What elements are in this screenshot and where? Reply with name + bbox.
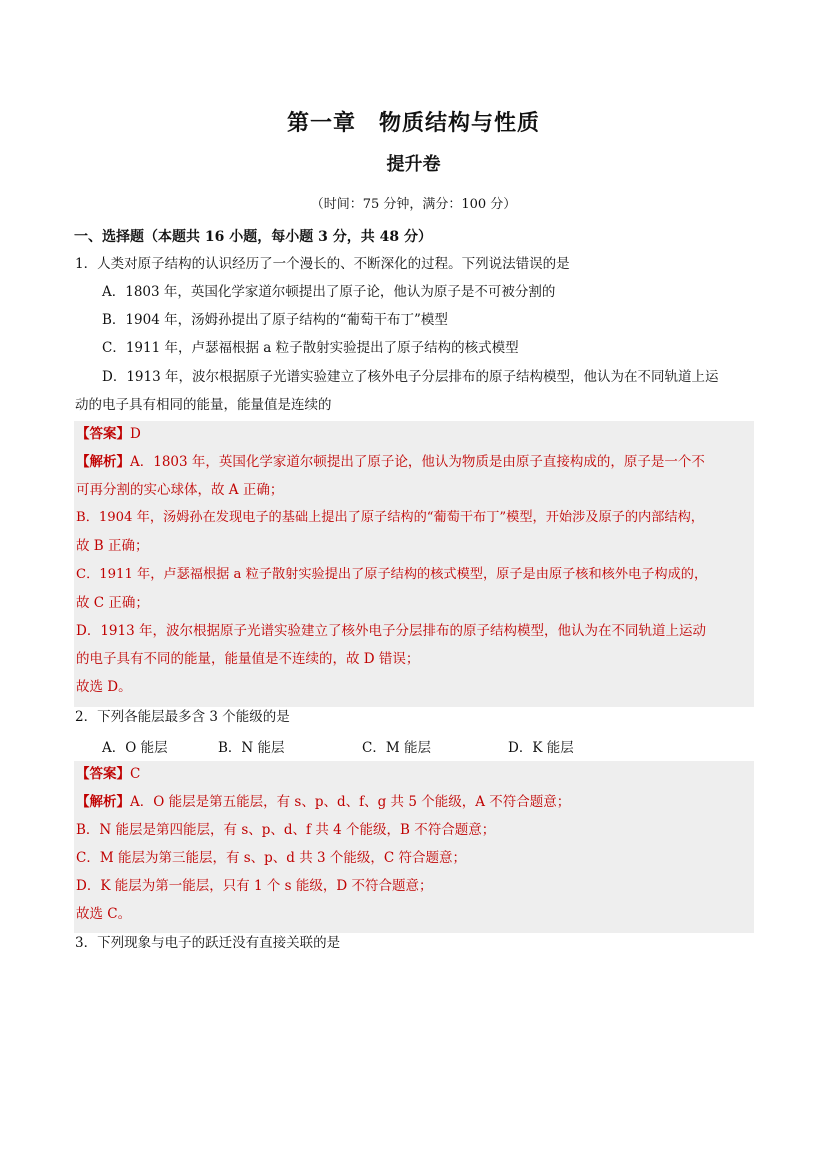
paper-subtitle: 提升卷 bbox=[386, 154, 441, 175]
question-2-conclusion: 故选 C。 bbox=[76, 906, 132, 922]
question-1-conclusion: 故选 D。 bbox=[76, 679, 132, 695]
question-1-analysis-d: D．1913 年，波尔根据原子光谱实验建立了核外电子分层排布的原子结构模型，他认为在不同轨道上运动 bbox=[76, 623, 706, 639]
analysis-label: 【解析】 bbox=[76, 794, 130, 810]
answer-value: C bbox=[130, 766, 141, 782]
question-2-option-d: D．K 能层 bbox=[508, 740, 574, 756]
question-1-analysis-d-continued: 的电子具有不同的能量，能量值是不连续的，故 D 错误； bbox=[76, 651, 420, 667]
question-1-option-d-continued: 动的电子具有相同的能量，能量值是连续的 bbox=[75, 397, 332, 413]
question-2-stem: 2．下列各能层最多含 3 个能级的是 bbox=[75, 709, 290, 725]
question-2-analysis-d: D．K 能层为第一能层，只有 1 个 s 能级，D 不符合题意； bbox=[76, 878, 433, 894]
question-2-option-b: B．N 能层 bbox=[218, 740, 285, 756]
question-1-analysis-b-continued: 故 B 正确； bbox=[76, 538, 149, 554]
answer-value: D bbox=[130, 426, 141, 442]
analysis-text: A．O 能层是第五能层，有 s、p、d、f、g 共 5 个能级，A 不符合题意； bbox=[130, 794, 571, 810]
question-1-option-c: C．1911 年，卢瑟福根据 a 粒子散射实验提出了原子结构的核式模型 bbox=[102, 340, 519, 356]
answer-label: 【答案】 bbox=[76, 426, 130, 442]
section-heading: 一、选择题（本题共 16 小题，每小题 3 分，共 48 分） bbox=[74, 229, 432, 245]
question-2-answer bbox=[76, 765, 140, 783]
question-1-analysis-a bbox=[76, 453, 705, 471]
question-1-analysis-c: C．1911 年，卢瑟福根据 a 粒子散射实验提出了原子结构的核式模型，原子是由原子核和核外电子构成的， bbox=[76, 567, 708, 582]
question-1-option-b: B．1904 年，汤姆孙提出了原子结构的“葡萄干布丁”模型 bbox=[102, 312, 448, 328]
question-2-analysis-a bbox=[76, 793, 570, 811]
question-1-option-d: D．1913 年，波尔根据原子光谱实验建立了核外电子分层排布的原子结构模型，他认为在不同轨道上运 bbox=[102, 369, 719, 385]
question-3-stem: 3．下列现象与电子的跃迁没有直接关联的是 bbox=[75, 935, 341, 951]
question-1-option-a: A．1803 年，英国化学家道尔顿提出了原子论，他认为原子是不可被分割的 bbox=[102, 284, 556, 300]
question-1-analysis-c-continued: 故 C 正确； bbox=[76, 595, 149, 611]
analysis-text: A．1803 年，英国化学家道尔顿提出了原子论，他认为物质是由原子直接构成的，原子是一个不 bbox=[130, 454, 705, 470]
chapter-title: 第一章 物质结构与性质 bbox=[286, 110, 540, 136]
question-2-option-c: C．M 能层 bbox=[362, 740, 431, 756]
question-1-stem: 1．人类对原子结构的认识经历了一个漫长的、不断深化的过程。下列说法错误的是 bbox=[75, 256, 570, 272]
analysis-label: 【解析】 bbox=[76, 454, 130, 470]
question-1-answer bbox=[76, 425, 141, 443]
question-2-analysis-c: C．M 能层为第三能层，有 s、p、d 共 3 个能级，C 符合题意； bbox=[76, 850, 467, 866]
question-1-answer-box bbox=[74, 421, 754, 707]
question-2-option-a: A．O 能层 bbox=[102, 740, 168, 756]
question-2-analysis-b: B．N 能层是第四能层，有 s、p、d、f 共 4 个能级，B 不符合题意； bbox=[76, 822, 496, 838]
exam-meta: （时间：75 分钟，满分：100 分） bbox=[310, 197, 517, 212]
question-1-analysis-a-continued: 可再分割的实心球体，故 A 正确； bbox=[76, 482, 284, 498]
answer-label: 【答案】 bbox=[76, 766, 130, 782]
question-1-analysis-b: B．1904 年，汤姆孙在发现电子的基础上提出了原子结构的“葡萄干布丁”模型，开始涉及原子的内部结构， bbox=[76, 510, 704, 525]
question-2-answer-box bbox=[74, 761, 754, 933]
